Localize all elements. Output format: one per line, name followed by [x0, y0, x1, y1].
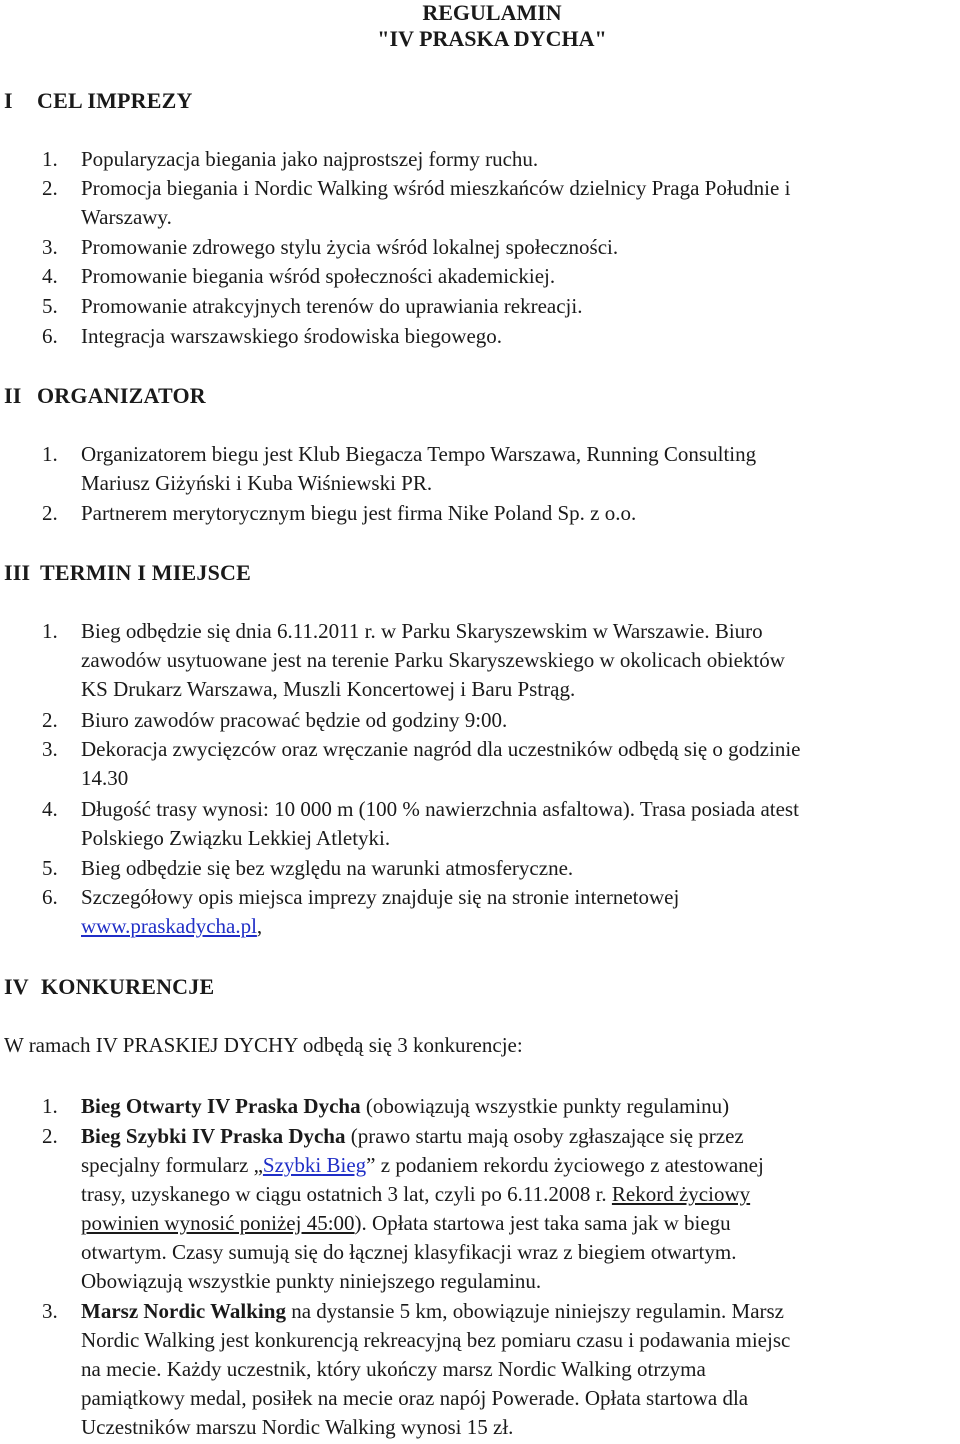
list-item-text-continued	[81, 1151, 958, 1180]
list-item-number: 1.	[42, 442, 58, 466]
list-item-number: 1.	[42, 1094, 58, 1118]
list-item-number: 2.	[42, 1124, 58, 1148]
list-item-text: Promowanie atrakcyjnych terenów do uprawiania rekreacji.	[81, 294, 583, 318]
list-item	[42, 617, 958, 704]
list-item-text: Bieg odbędzie się bez względu na warunki atmosferyczne.	[81, 856, 574, 880]
list-item-number: 6.	[42, 885, 58, 909]
competition-name: Bieg Otwarty IV Praska Dycha	[81, 1094, 361, 1118]
list-item	[42, 292, 958, 321]
section-heading-organizator	[4, 381, 206, 410]
list-item	[42, 854, 958, 883]
list-item-text-continued: otwartym. Czasy sumują się do łącznej klasyfikacji wraz z biegiem otwartym.	[81, 1240, 737, 1264]
text-fragment: ). Opłata startowa jest taka sama jak w biegu	[354, 1211, 731, 1235]
list-item-text: Popularyzacja biegania jako najprostszej formy ruchu.	[81, 147, 539, 171]
section-number: II	[4, 383, 22, 408]
list-item-text-continued: pamiątkowy medal, posiłek na mecie oraz napój Powerade. Opłata startowa dla	[81, 1386, 749, 1410]
title-line-1: REGULAMIN	[422, 0, 562, 25]
list-item	[42, 1122, 958, 1296]
list-item-text: Integracja warszawskiego środowiska biegowego.	[81, 324, 503, 348]
list-item	[42, 145, 958, 174]
list-item	[42, 499, 958, 528]
list-item	[42, 440, 958, 498]
list-item-text: Promowanie zdrowego stylu życia wśród lokalnej społeczności.	[81, 235, 619, 259]
list-item-number: 4.	[42, 264, 58, 288]
list-item-text: Bieg odbędzie się dnia 6.11.2011 r. w Parku Skaryszewskim w Warszawie. Biuro	[81, 619, 763, 643]
list-item-number: 3.	[42, 1299, 58, 1323]
section-heading-konkurencje	[4, 972, 214, 1001]
section-number: I	[4, 88, 13, 113]
list-item-number: 6.	[42, 324, 58, 348]
list-item-text-continued: zawodów usytuowane jest na terenie Parku Skaryszewskiego w okolicach obiektów	[81, 648, 785, 672]
competitions-intro: W ramach IV PRASKIEJ DYCHY odbędą się 3 konkurencje:	[4, 1033, 523, 1057]
link-suffix: ,	[256, 914, 263, 938]
section-heading-cel-imprezy	[4, 86, 193, 115]
underlined-text: powinien wynosić poniżej 45:00	[81, 1211, 355, 1235]
section-title: KONKURENCJE	[41, 974, 215, 999]
list-item-text: Partnerem merytorycznym biegu jest firma Nike Poland Sp. z o.o.	[81, 501, 637, 525]
website-link[interactable]: www.praskadycha.pl	[81, 914, 257, 938]
list-item	[42, 735, 958, 793]
list-item	[42, 174, 958, 232]
list-item-text-continued	[81, 1180, 958, 1209]
list-item-text: Biuro zawodów pracować będzie od godziny 9:00.	[81, 708, 508, 732]
underlined-text: Rekord życiowy	[611, 1182, 751, 1206]
section-number: IV	[4, 974, 29, 999]
list-item-number: 4.	[42, 797, 58, 821]
competition-name: Bieg Szybki IV Praska Dycha	[81, 1124, 346, 1148]
list-item-number: 5.	[42, 294, 58, 318]
section-title: ORGANIZATOR	[37, 383, 206, 408]
list-item-text-continued: Mariusz Giżyński i Kuba Wiśniewski PR.	[81, 471, 433, 495]
section-title: CEL IMPREZY	[37, 88, 193, 113]
list-item-text: Dekoracja zwycięzców oraz wręczanie nagród dla uczestników odbędą się o godzinie	[81, 737, 801, 761]
list-item-text-continued	[81, 912, 958, 941]
list-item	[42, 322, 958, 351]
list-item-text: Długość trasy wynosi: 10 000 m (100 % nawierzchnia asfaltowa). Trasa posiada atest	[81, 797, 799, 821]
list-item-text-continued: na mecie. Każdy uczestnik, który ukończy marsz Nordic Walking otrzyma	[81, 1357, 706, 1381]
list-item-text-continued: 14.30	[81, 766, 129, 790]
text-fragment: trasy, uzyskanego w ciągu ostatnich 3 lat, czyli po 6.11.2008 r.	[81, 1182, 612, 1206]
title-line-2: "IV PRASKA DYCHA"	[377, 26, 607, 51]
list-item-number: 2.	[42, 708, 58, 732]
list-item-number: 5.	[42, 856, 58, 880]
list-item-number: 1.	[42, 147, 58, 171]
list-item-text: Promocja biegania i Nordic Walking wśród mieszkańców dzielnicy Praga Południe i	[81, 176, 791, 200]
list-item-text	[81, 1122, 958, 1151]
list-item	[42, 262, 958, 291]
list-item-text-continued: Polskiego Związku Lekkiej Atletyki.	[81, 826, 391, 850]
document-title	[352, 0, 632, 52]
list-item-text: Promowanie biegania wśród społeczności akademickiej.	[81, 264, 556, 288]
section-title: TERMIN I MIEJSCE	[40, 560, 252, 585]
szybki-bieg-form-link[interactable]: Szybki Bieg	[262, 1153, 367, 1177]
list-item-number: 3.	[42, 737, 58, 761]
list-item-number: 2.	[42, 501, 58, 525]
list-item	[42, 883, 958, 941]
section-number: III	[4, 560, 31, 585]
text-fragment: specjalny formularz „	[81, 1153, 263, 1177]
list-item-text-continued: Obowiązują wszystkie punkty niniejszego regulaminu.	[81, 1269, 542, 1293]
competition-description: na dystansie 5 km, obowiązuje niniejszy regulamin. Marsz	[285, 1299, 784, 1323]
list-item	[42, 706, 958, 735]
text-fragment: ” z podaniem rekordu życiowego z atestowanej	[366, 1153, 764, 1177]
list-item-number: 3.	[42, 235, 58, 259]
list-item-text	[81, 1092, 958, 1121]
list-item	[42, 795, 958, 853]
list-item-text-continued: Uczestników marszu Nordic Walking wynosi 15 zł.	[81, 1415, 514, 1439]
competition-description: (prawo startu mają osoby zgłaszające się przez	[345, 1124, 744, 1148]
competition-name: Marsz Nordic Walking	[81, 1299, 286, 1323]
list-item-text-continued: KS Drukarz Warszawa, Muszli Koncertowej i Baru Pstrąg.	[81, 677, 576, 701]
list-item	[42, 233, 958, 262]
list-item-text-continued: Nordic Walking jest konkurencją rekreacyjną bez pomiaru czasu i podawania miejsc	[81, 1328, 791, 1352]
competition-description: (obowiązują wszystkie punkty regulaminu)	[360, 1094, 730, 1118]
list-item-number: 1.	[42, 619, 58, 643]
list-item-text-continued: Warszawy.	[81, 205, 172, 229]
list-item-text: Szczegółowy opis miejsca imprezy znajduje się na stronie internetowej	[81, 885, 680, 909]
list-item-text-continued	[81, 1209, 958, 1238]
list-item-number: 2.	[42, 176, 58, 200]
list-item	[42, 1092, 958, 1121]
list-item-text	[81, 1297, 958, 1326]
list-item-text: Organizatorem biegu jest Klub Biegacza Tempo Warszawa, Running Consulting	[81, 442, 757, 466]
section-heading-termin-i-miejsce	[4, 558, 251, 587]
list-item	[42, 1297, 958, 1442]
